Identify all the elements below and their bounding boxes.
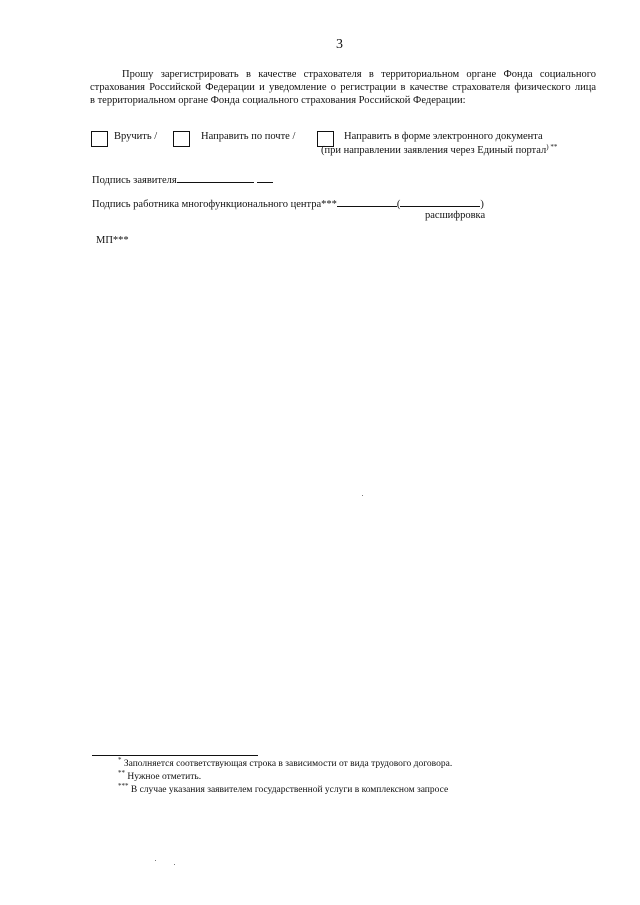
decode-label: расшифровка	[425, 210, 486, 221]
request-line: страхования Российской Федерации и уведомление о регистрации в качестве страхователя физического лица	[90, 82, 596, 93]
stamp-placeholder: МП***	[96, 235, 129, 246]
footnote-divider	[92, 755, 258, 756]
scan-speck	[174, 864, 175, 865]
request-line: в территориальном органе Фонда социального страхования Российской Федерации:	[90, 95, 466, 106]
mfc-signature-label: Подпись работника многофункционального центра***	[92, 199, 337, 210]
applicant-signature-label: Подпись заявителя	[92, 175, 177, 186]
applicant-signature-field[interactable]	[177, 173, 254, 183]
hand-delivery-checkbox[interactable]	[91, 131, 108, 147]
footnote-item: *** В случае указания заявителем государственной услуги в комплексном запросе	[118, 782, 449, 795]
footnote-item: * Заполняется соответствующая строка в зависимости от вида трудового договора.	[118, 756, 453, 769]
electronic-delivery-note: (при направлении заявления через Единый портал) **	[321, 143, 558, 156]
request-paragraph	[90, 68, 596, 107]
applicant-signature-row	[92, 173, 273, 186]
request-line: Прошу зарегистрировать в качестве страхователя в территориальном органе Фонда социального	[122, 69, 596, 80]
mail-delivery-label: Направить по почте /	[201, 131, 296, 142]
electronic-delivery-label: Направить в форме электронного документа	[344, 131, 543, 142]
mfc-name-field[interactable]	[400, 197, 480, 207]
mail-delivery-checkbox[interactable]	[173, 131, 190, 147]
scan-speck	[362, 495, 363, 496]
scan-speck	[155, 860, 156, 861]
footnote-mark: ***	[118, 782, 129, 790]
hand-delivery-label: Вручить /	[114, 131, 158, 142]
footnote-mark: **	[118, 769, 125, 777]
footnote-mark: *	[118, 756, 122, 764]
page-number: 3	[336, 37, 343, 52]
footnote-item: ** Нужное отметить.	[118, 769, 202, 782]
mfc-signature-row: Подпись работника многофункционального центра*** ( )	[92, 199, 484, 210]
footnote-mark: ) **	[546, 143, 558, 151]
applicant-signature-field-end	[257, 173, 273, 183]
mfc-signature-field[interactable]	[337, 197, 397, 207]
